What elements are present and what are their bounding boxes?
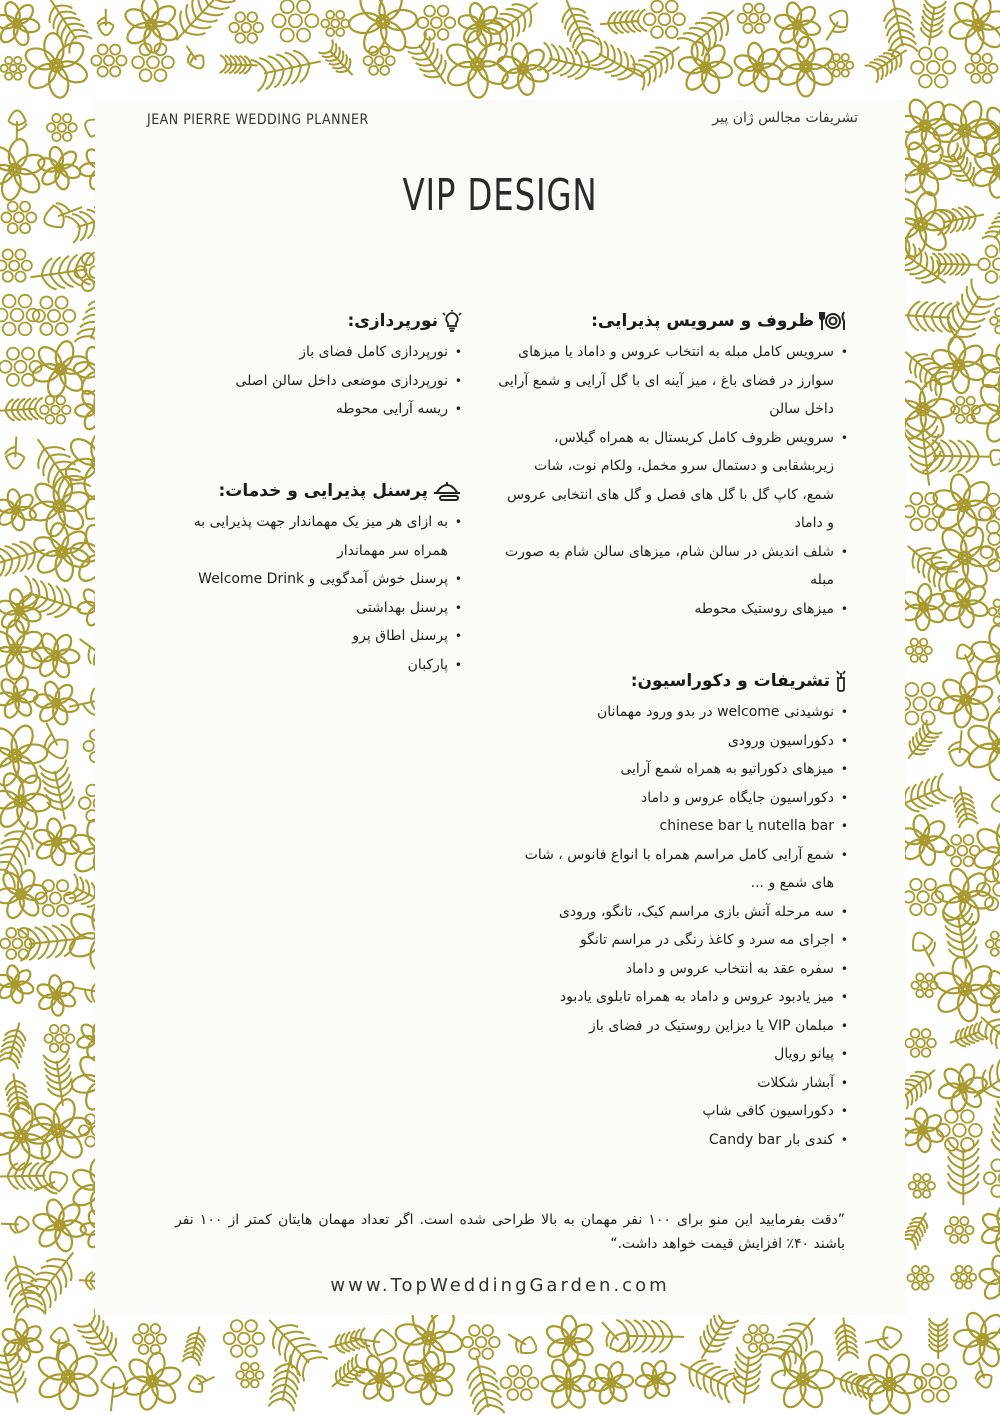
list-item: • سفره عقد به انتخاب عروس و داماد xyxy=(498,955,848,984)
page-title: VIP DESIGN xyxy=(402,170,598,221)
section-dishes xyxy=(498,308,848,623)
section-staff-list xyxy=(157,508,462,679)
list-item: • مبلمان VIP یا دیزاین روستیک در فضای باز xyxy=(498,1012,848,1041)
list-item: • کندی بار Candy bar xyxy=(498,1126,848,1155)
section-lighting-heading xyxy=(157,308,462,334)
section-lighting xyxy=(157,308,462,424)
section-dishes-title: ظروف و سرویس پذیرایی: xyxy=(591,311,814,331)
champagne-icon xyxy=(834,670,848,692)
website-url[interactable]: www.TopWeddingGarden.com xyxy=(330,1275,670,1296)
brand-name-persian: تشریفات مجالس ژان پیر xyxy=(712,110,858,126)
plate-cutlery-icon xyxy=(818,310,848,332)
list-item: • اجرای مه سرد و کاغذ رنگی در مراسم تانگو xyxy=(498,926,848,955)
list-item: • دکوراسیون کافی شاپ xyxy=(498,1097,848,1126)
lightbulb-icon xyxy=(442,310,462,332)
section-dishes-heading xyxy=(498,308,848,334)
list-item: • به ازای هر میز یک مهماندار جهت پذیرایی به همراه سر مهماندار xyxy=(157,508,462,565)
pricing-note: ”دقت بفرمایید این منو برای ۱۰۰ نفر مهمان به بالا طراحی شده است. اگر تعداد مهمان هایتان کمتر از ۱۰۰ نفر باشند ۴۰٪ افزایش قیمت خواهد داشت.“ xyxy=(175,1212,846,1252)
list-item: • شمع آرایی کامل مراسم همراه با انواع فانوس ، شات های شمع و ... xyxy=(498,841,848,898)
section-staff xyxy=(157,478,462,679)
section-decor xyxy=(498,668,848,1154)
list-item: • سه مرحله آتش بازی مراسم کیک، تانگو، ورودی xyxy=(498,898,848,927)
section-decor-list xyxy=(498,698,848,1154)
section-staff-title: پرسنل پذیرایی و خدمات: xyxy=(218,481,428,501)
list-item: • پرسنل بهداشتی xyxy=(157,594,462,623)
waiter-tray-icon xyxy=(432,480,462,502)
list-item: • نورپردازی موضعی داخل سالن اصلی xyxy=(157,367,462,396)
section-lighting-list xyxy=(157,338,462,424)
list-item: • سرویس کامل مبله به انتخاب عروس و داماد یا میزهای سوارز در فضای باغ ، میز آینه ای با گل آرایی و شمع آرایی داخل سالن xyxy=(498,338,848,424)
list-item: • میز یادبود عروس و داماد به همراه تابلوی یادبود xyxy=(498,983,848,1012)
list-item: • آبشار شکلات xyxy=(498,1069,848,1098)
section-dishes-list xyxy=(498,338,848,623)
list-item: • nutella bar یا chinese bar xyxy=(498,812,848,841)
list-item: • پرسنل اطاق پرو xyxy=(157,622,462,651)
list-item: • میزهای روستیک محوطه xyxy=(498,595,848,624)
list-item: • دکوراسیون ورودی xyxy=(498,727,848,756)
section-lighting-title: نورپردازی: xyxy=(347,311,438,331)
list-item: • دکوراسیون جایگاه عروس و داماد xyxy=(498,784,848,813)
section-decor-heading xyxy=(498,668,848,694)
list-item: • پارکبان xyxy=(157,651,462,680)
list-item: • نوشیدنی welcome در بدو ورود مهمانان xyxy=(498,698,848,727)
list-item: • شلف اندیش در سالن شام، میزهای سالن شام به صورت مبله xyxy=(498,538,848,595)
brand-name-english: JEAN PIERRE WEDDING PLANNER xyxy=(147,112,369,128)
section-decor-title: تشریفات و دکوراسیون: xyxy=(630,671,830,691)
list-item: • پرسنل خوش آمدگویی و Welcome Drink xyxy=(157,565,462,594)
list-item: • سرویس ظروف کامل کریستال به همراه گیلاس، زیربشقابی و دستمال سرو مخمل، ولکام نوت، شات شمع، کاپ گل با گل های فصل و گل های انتخابی عروس و داماد xyxy=(498,424,848,538)
list-item: • ریسه آرایی محوطه xyxy=(157,395,462,424)
list-item: • میزهای دکوراتیو به همراه شمع آرایی xyxy=(498,755,848,784)
list-item: • نورپردازی کامل فضای باز xyxy=(157,338,462,367)
list-item: • پیانو رویال xyxy=(498,1040,848,1069)
section-staff-heading xyxy=(157,478,462,504)
